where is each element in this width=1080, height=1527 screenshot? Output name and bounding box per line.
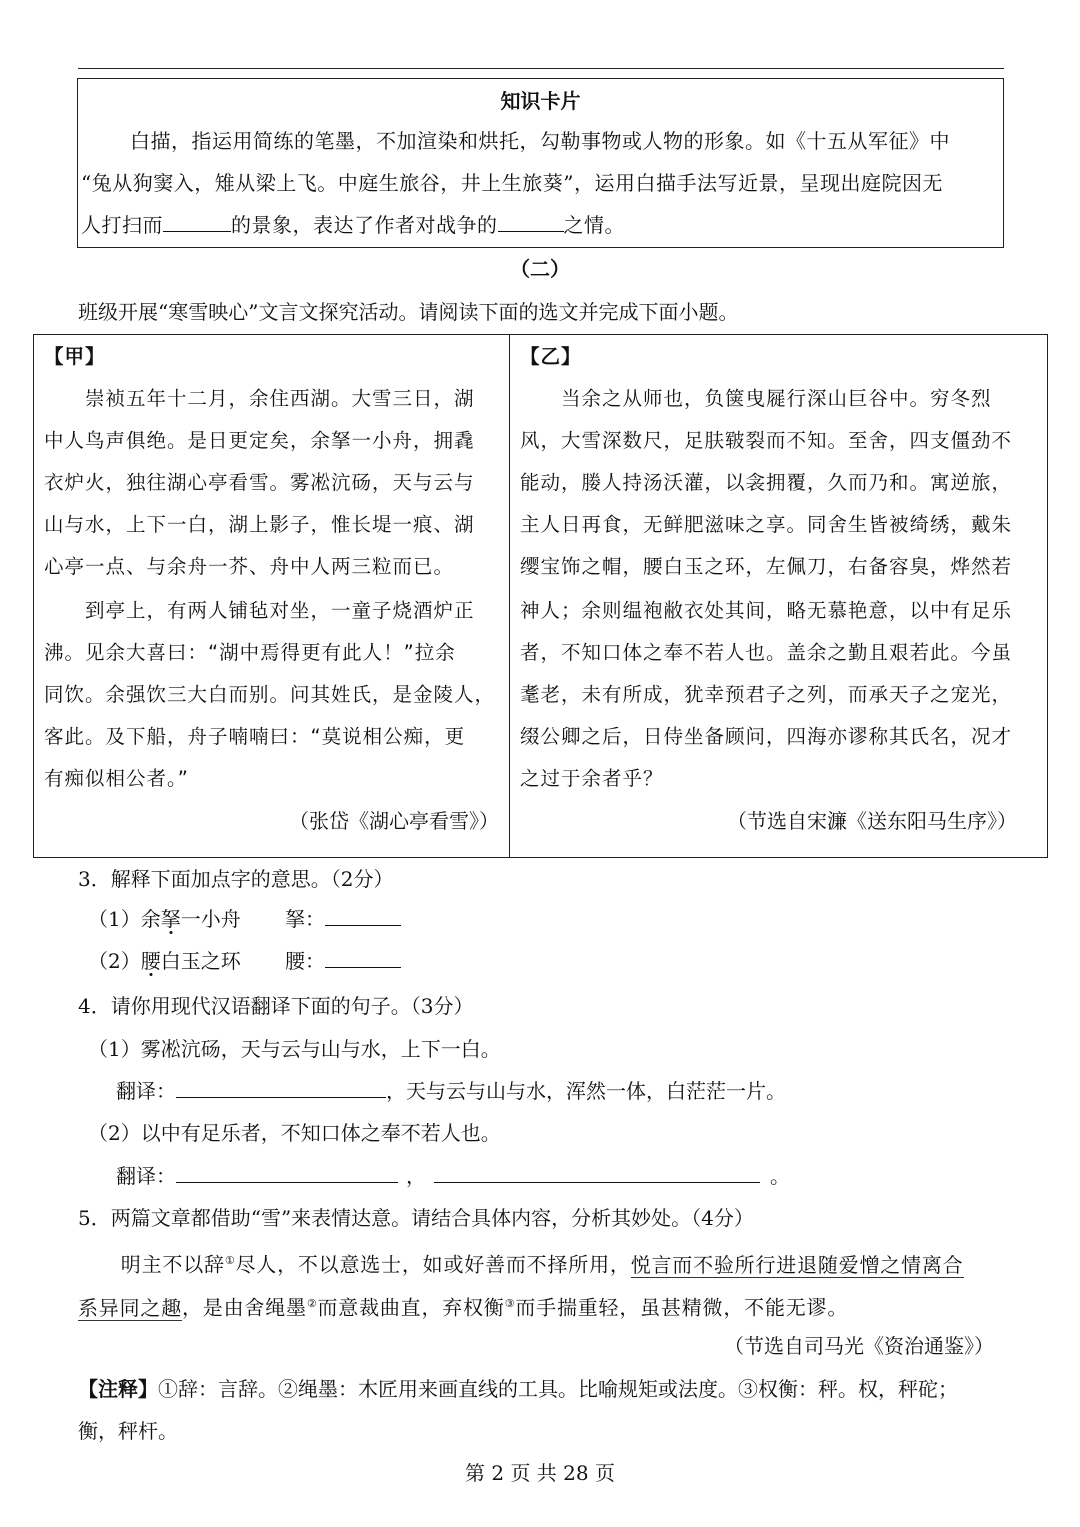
q3-stem: 3．解释下面加点字的意思。（2分） <box>78 867 394 891</box>
section-heading: （二） <box>510 257 570 281</box>
card-line-1: 白描，指运用简练的笔墨，不加渲染和烘托，勾勒事物或人物的形象。如《十五从军征》中 <box>130 129 950 153</box>
note-ref-1: ① <box>224 1254 236 1267</box>
extra-p1a: 明主不以辞 <box>100 1252 225 1277</box>
q4-translation-2 <box>116 1155 790 1197</box>
column-divider <box>509 335 510 857</box>
q4-t2-end: 。 <box>770 1164 790 1188</box>
q3-blank-1[interactable] <box>325 907 401 926</box>
blank-2[interactable] <box>498 213 564 232</box>
extra-p2c: 而手揣重轻，虽甚精微，不能无谬。 <box>515 1295 849 1320</box>
card-line-2: “兔从狗窦入，雉从梁上飞。中庭生旅谷，井上生旅葵”，运用白描手法写近景，呈现出庭院因无 <box>81 171 943 195</box>
q4-t1-label: 翻译： <box>116 1079 176 1103</box>
blank-1[interactable] <box>163 213 231 232</box>
yi-row: 当余之从师也，负箧曳屣行深山巨谷中。穷冬烈 <box>520 387 992 410</box>
extra-line-1 <box>100 1240 964 1286</box>
q4-t2-comma: ， <box>406 1164 426 1188</box>
q4-sentence-1: （1）雾凇沆砀，天与云与山与水，上下一白。 <box>88 1037 501 1061</box>
top-rule <box>78 68 1004 69</box>
yi-row: 主人日再食，无鲜肥滋味之享。同舍生皆被绮绣，戴朱 <box>520 513 1013 536</box>
note-ref-2: ② <box>306 1297 318 1310</box>
jia-row: 同饮。余强饮三大白而别。问其姓氏，是金陵人， <box>44 683 496 706</box>
jia-row: 崇祯五年十二月，余住西湖。大雪三日，湖 <box>44 387 475 410</box>
q4-blank-3[interactable] <box>434 1164 760 1183</box>
q4-blank-2[interactable] <box>176 1164 398 1183</box>
extra-p1b: 尽人，不以意选士，如或好善而不择所用， <box>235 1252 631 1277</box>
q4-t1-rest: ，天与云与山与水，浑然一体，白茫茫一片。 <box>386 1079 786 1103</box>
extra-p2a: ，是由舍绳墨 <box>182 1295 307 1320</box>
q3-blank-2[interactable] <box>325 949 401 968</box>
q3-item-2-a: （2） <box>88 949 141 973</box>
extra-line-2 <box>78 1283 848 1329</box>
jia-row: 中人鸟声俱绝。是日更定矣，余拏一小舟，拥毳 <box>44 429 475 452</box>
yi-row: 能动，媵人持汤沃灌，以衾拥覆，久而乃和。寓逆旅， <box>520 471 1013 494</box>
q3-answer-1 <box>285 898 401 940</box>
yi-source: （节选自宋濂《送东阳马生序》） <box>727 809 1017 833</box>
card-line-3c: 之情。 <box>563 213 625 237</box>
q5-stem: 5．两篇文章都借助“雪”来表情达意。请结合具体内容，分析其妙处。（4分） <box>78 1206 754 1230</box>
q4-t2-label: 翻译： <box>116 1164 176 1188</box>
notes-text-1: ①辞：言辞。②绳墨：木匠用来画直线的工具。比喻规矩或法度。③权衡：秤。权，秤砣； <box>158 1377 958 1401</box>
jia-label: 【甲】 <box>44 345 106 368</box>
q3-item-2-b: 白玉之环 <box>160 949 241 973</box>
page-footer: 第 2 页 共 28 页 <box>465 1461 615 1485</box>
q3-item-1-a: （1）余 <box>88 907 161 931</box>
q3-answer-2 <box>285 940 401 982</box>
yi-row: 耄老，未有所成，犹幸预君子之列，而承天子之宠光， <box>520 683 1013 706</box>
yi-row: 风，大雪深数尺，足肤皲裂而不知。至舍，四支僵劲不 <box>520 429 1013 452</box>
q3-item-2 <box>88 940 241 982</box>
q4-blank-1[interactable] <box>176 1079 386 1098</box>
notes-line-2: 衡，秤杆。 <box>78 1419 178 1443</box>
q3-item-1-dot: 拏 <box>160 907 181 931</box>
extra-source: （节选自司马光《资治通鉴》） <box>724 1334 994 1358</box>
q4-translation-1 <box>116 1070 786 1112</box>
card-line-3a: 人打扫而 <box>81 213 163 237</box>
notes-line-1 <box>78 1368 958 1410</box>
yi-row: 缀公卿之后，日侍坐备顾问，四海亦谬称其氏名，况才 <box>520 725 1013 748</box>
q4-stem: 4．请你用现代汉语翻译下面的句子。（3分） <box>78 994 474 1018</box>
q4-sentence-2: （2）以中有足乐者，不知口体之奉不若人也。 <box>88 1121 501 1145</box>
note-ref-3: ③ <box>504 1297 516 1310</box>
card-line-3b: 的景象，表达了作者对战争的 <box>231 213 498 237</box>
jia-row: 到亭上，有两人铺毡对坐，一童子烧酒炉正 <box>44 599 475 622</box>
q3-item-2-dot: 腰 <box>140 949 161 973</box>
passages-frame <box>33 334 1048 858</box>
jia-row: 衣炉火，独往湖心亭看雪。雾凇沆砀，天与云与 <box>44 471 475 494</box>
q3-item-1-b: 一小舟 <box>180 907 241 931</box>
intro-text: 班级开展“寒雪映心”文言文探究活动。请阅读下面的选文并完成下面小题。 <box>78 300 739 324</box>
extra-p2b: 而意裁曲直，弃权衡 <box>317 1295 505 1320</box>
yi-row: 之过于余者乎？ <box>520 767 664 790</box>
jia-row: 心亭一点、与余舟一芥、舟中人两三粒而已。 <box>44 555 455 578</box>
q3-answer-1-label: 拏： <box>285 907 325 931</box>
card-line-3 <box>81 209 1006 238</box>
yi-label: 【乙】 <box>520 345 582 368</box>
card-title: 知识卡片 <box>500 89 581 113</box>
notes-label: 【注释】 <box>78 1377 158 1401</box>
q3-item-1 <box>88 898 241 940</box>
q3-answer-2-label: 腰： <box>285 949 325 973</box>
jia-row: 山与水，上下一白，湖上影子，惟长堤一痕、湖 <box>44 513 475 536</box>
yi-row: 神人；余则缊袍敝衣处其间，略无慕艳意，以中有足乐 <box>520 599 1013 622</box>
extra-underlined-1: 悦言而不验所行进退随爱憎之情离合 <box>630 1252 964 1277</box>
yi-row: 者，不知口体之奉不若人也。盖余之勤且艰若此。今虽 <box>520 641 1013 664</box>
jia-row: 客此。及下船，舟子喃喃曰：“莫说相公痴，更 <box>44 725 466 748</box>
jia-source: （张岱《湖心亭看雪》） <box>289 809 499 833</box>
knowledge-card <box>77 78 1004 248</box>
jia-row: 有痴似相公者。” <box>44 767 189 790</box>
yi-row: 缨宝饰之帽，腰白玉之环，左佩刀，右备容臭，烨然若 <box>520 555 1013 578</box>
jia-row: 沸。见余大喜曰：“湖中焉得更有此人！”拉余 <box>44 641 456 664</box>
extra-underlined-2: 系异同之趣 <box>78 1295 182 1320</box>
